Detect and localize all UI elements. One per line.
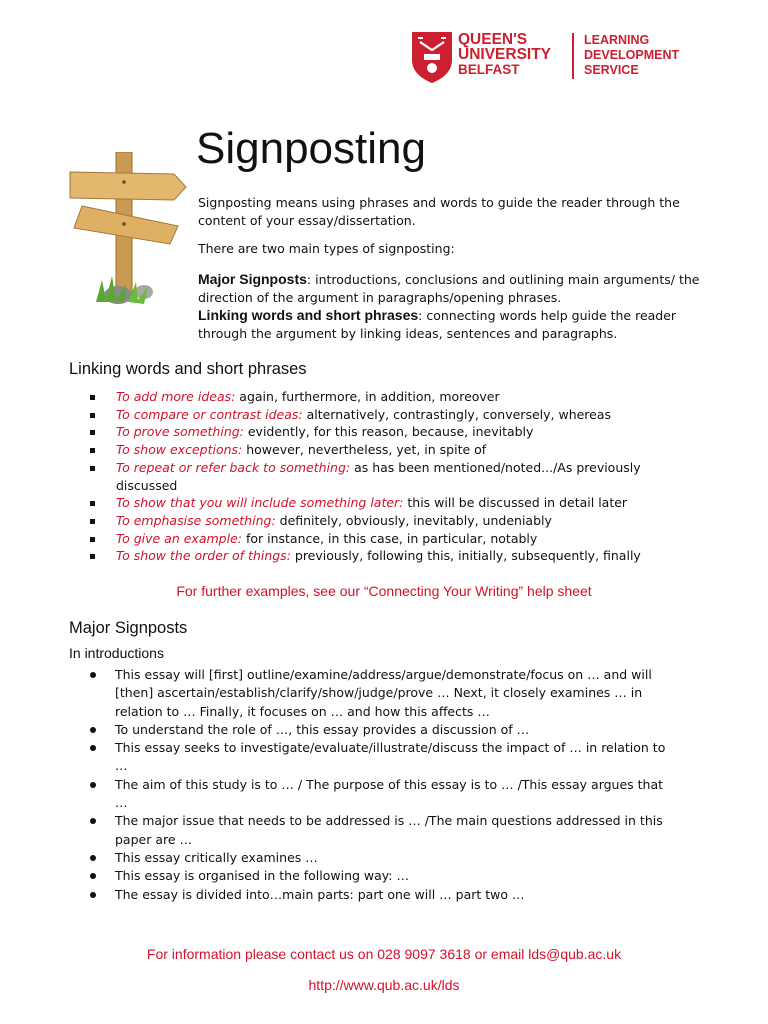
round-bullet-icon: [90, 727, 96, 733]
list-item-label: To compare or contrast ideas:: [116, 406, 303, 422]
university-line-1: QUEEN'S: [458, 31, 528, 48]
major-signposts-definition: [198, 270, 718, 307]
list-item-text: as has been mentioned/noted.../As previously discussed: [116, 459, 641, 493]
list-item-text: To understand the role of …, this essay provides a discussion of …: [115, 721, 530, 737]
linking-list: [69, 388, 669, 565]
contact-info: For information please contact us on 028 9097 3618 or email lds@qub.ac.uk: [146, 946, 622, 962]
list-item-text: again, furthermore, in addition, moreover: [235, 389, 500, 404]
service-line-2: DEVELOPMENT: [584, 48, 680, 62]
list-item: [69, 776, 669, 813]
list-item: [69, 812, 669, 849]
list-item: [69, 666, 669, 721]
list-item-text: This essay seeks to investigate/evaluate/illustrate/discuss the impact of … in relation to …: [115, 740, 666, 774]
list-item-text: for instance, in this case, in particular, notably: [241, 530, 538, 546]
intro-paragraph-2: There are two main types of signposting:: [198, 241, 455, 256]
intro-paragraph-1: Signposting means using phrases and words to guide the reader through the content of your essay/dissertation.: [198, 195, 680, 228]
list-item-text: evidently, for this reason, because, inevitably: [243, 424, 534, 440]
round-bullet-icon: [90, 672, 96, 678]
square-bullet-icon: [90, 448, 95, 453]
list-item-text: This essay will [first] outline/examine/address/argue/demonstrate/focus on … and will [then] ascertain/establish/clarify/show/judge/prove … Next, it closely examines … in relation to … Finally, it focuses on … and how this affects …: [115, 667, 652, 719]
square-bullet-icon: [90, 466, 95, 471]
qub-crest-icon: [410, 30, 454, 84]
round-bullet-icon: [90, 892, 96, 898]
list-item-text: however, nevertheless, yet, in spite of: [242, 442, 487, 458]
list-item-label: To emphasise something:: [116, 512, 276, 528]
list-item-text: alternatively, contrastingly, conversely, whereas: [302, 406, 612, 422]
major-signposts-label: Major Signposts: [198, 271, 307, 287]
university-line-3: BELFAST: [458, 62, 520, 77]
square-bullet-icon: [90, 501, 95, 506]
list-item-text: definitely, obviously, inevitably, undeniably: [275, 512, 552, 528]
university-name: [458, 32, 551, 77]
square-bullet-icon: [90, 519, 95, 524]
list-item-text: This essay is organised in the following way: …: [115, 868, 409, 884]
linking-words-definition: [198, 306, 718, 343]
list-item-text: This essay critically examines …: [115, 849, 318, 865]
list-item: [69, 459, 669, 494]
list-item: [69, 423, 669, 441]
list-item-text: The major issue that needs to be addressed is … /The main questions addressed in this paper are …: [115, 813, 663, 847]
list-item-text: The essay is divided into…main parts: part one will … part two …: [115, 886, 525, 902]
linking-words-text: : connecting words help guide the reader through the argument by linking ideas, sentences and paragraphs.: [198, 308, 677, 341]
list-item-label: To add more ideas:: [116, 389, 236, 404]
list-item: [69, 512, 669, 530]
list-item: [69, 530, 669, 548]
list-item: [69, 494, 669, 512]
square-bullet-icon: [90, 430, 95, 435]
square-bullet-icon: [90, 395, 95, 400]
linking-words-label: Linking words and short phrases: [198, 307, 419, 323]
list-item-text: this will be discussed in detail later: [403, 495, 628, 511]
list-item: [69, 867, 669, 885]
list-item: [69, 721, 669, 739]
website-link[interactable]: http://www.qub.ac.uk/lds: [308, 977, 460, 993]
list-item: [69, 441, 669, 459]
qub-lds-logo: [410, 30, 700, 86]
signpost-illustration: [66, 152, 192, 312]
introductions-subheading: In introductions: [69, 645, 164, 661]
major-signposts-text: : introductions, conclusions and outlining main arguments/ the direction of the argument in paragraphs/opening phrases.: [198, 272, 700, 305]
linking-section-heading: Linking words and short phrases: [69, 360, 307, 378]
service-line-1: LEARNING: [584, 33, 650, 47]
list-item: [69, 547, 669, 565]
further-examples-note: For further examples, see our “Connecting Your Writing” help sheet: [176, 583, 592, 599]
page-title: Signposting: [196, 124, 426, 173]
round-bullet-icon: [90, 782, 96, 788]
list-item-label: To repeat or refer back to something:: [116, 459, 351, 475]
list-item: [69, 739, 669, 776]
list-item-label: To give an example:: [116, 530, 242, 546]
service-name: [584, 33, 679, 78]
list-item: [69, 406, 669, 424]
round-bullet-icon: [90, 818, 96, 824]
list-item: [69, 388, 669, 406]
list-item-label: To prove something:: [116, 424, 244, 440]
list-item-text: previously, following this, initially, subsequently, finally: [290, 548, 641, 564]
service-line-3: SERVICE: [584, 63, 639, 77]
square-bullet-icon: [90, 554, 95, 559]
list-item: [69, 886, 669, 904]
logo-divider: [572, 33, 574, 79]
round-bullet-icon: [90, 873, 96, 879]
list-item-text: The aim of this study is to … / The purpose of this essay is to … /This essay argues that …: [115, 776, 664, 811]
list-item-label: To show that you will include something later:: [116, 495, 404, 511]
round-bullet-icon: [90, 855, 96, 861]
square-bullet-icon: [90, 537, 95, 542]
list-item-label: To show the order of things:: [116, 548, 291, 564]
major-section-heading: Major Signposts: [69, 619, 188, 637]
university-line-2: UNIVERSITY: [458, 46, 552, 63]
list-item: [69, 849, 669, 867]
round-bullet-icon: [90, 745, 96, 751]
major-signposts-list: [69, 666, 669, 904]
square-bullet-icon: [90, 413, 95, 418]
list-item-label: To show exceptions:: [116, 442, 243, 458]
